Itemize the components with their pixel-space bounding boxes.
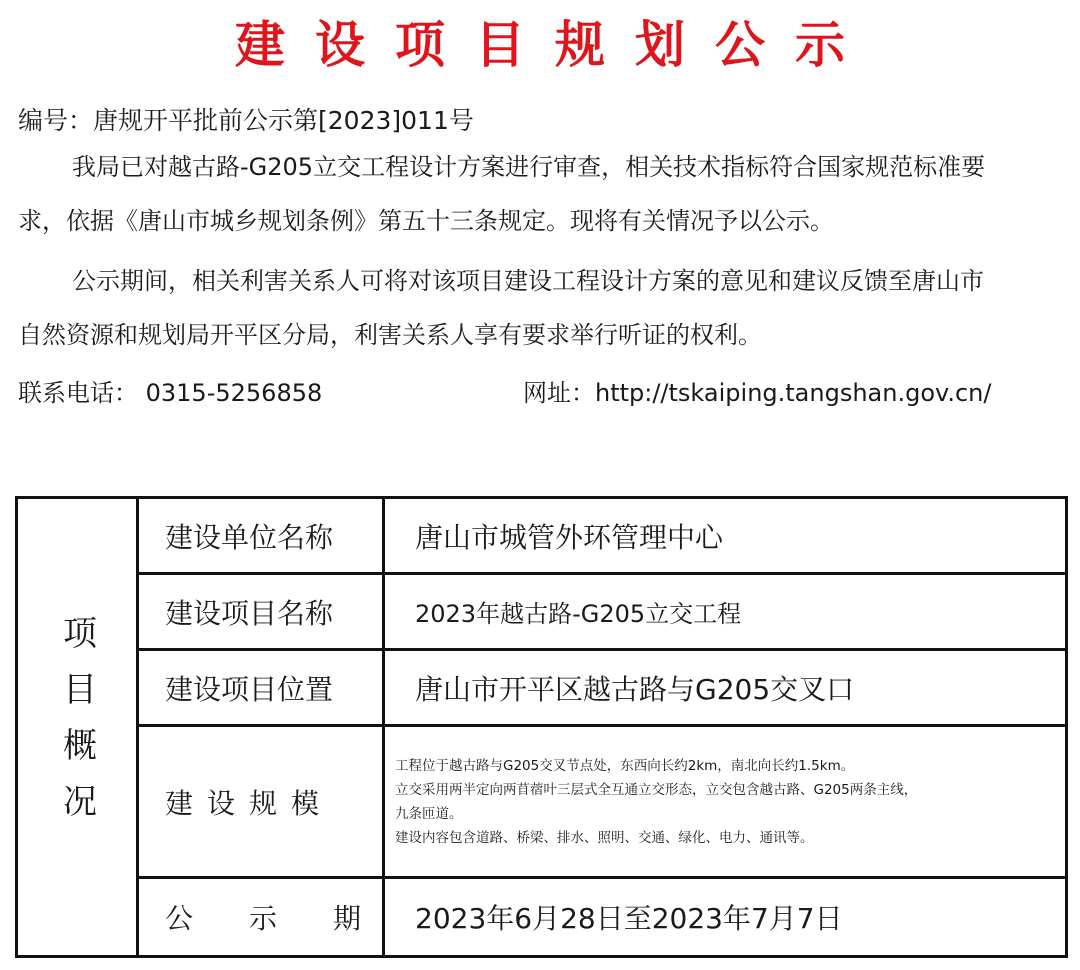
table-row-project-location bbox=[139, 651, 1065, 727]
contact-phone: 联系电话： 0315-5256858 bbox=[18, 379, 323, 407]
row-label: 建设项目名称 bbox=[139, 575, 385, 648]
contact-website: 网址：http://tskaiping.tangshan.gov.cn/ bbox=[523, 379, 992, 407]
row-value: 唐山市城管外环管理中心 bbox=[415, 520, 724, 554]
scale-line: 工程位于越古路与G205交叉节点处，东西向长约2km，南北向长约1.5km。 bbox=[395, 757, 855, 774]
paragraph-2-line-1: 公示期间，相关利害关系人可将对该项目建设工程设计方案的意见和建议反馈至唐山市 bbox=[72, 267, 984, 295]
table-row-construction-scale bbox=[139, 727, 1065, 879]
scale-line: 建设内容包含道路、桥梁、排水、照明、交通、绿化、电力、通讯等。 bbox=[395, 829, 814, 846]
row-label: 建设单位名称 bbox=[139, 499, 385, 572]
document-number: 编号：唐规开平批前公示第[2023]011号 bbox=[18, 106, 474, 135]
project-overview-table bbox=[15, 496, 1068, 958]
scale-line: 九条匝道。 bbox=[395, 805, 463, 822]
page-title: 建设项目规划公示 bbox=[235, 15, 875, 74]
row-value: 2023年越古路-G205立交工程 bbox=[415, 600, 742, 628]
scale-line: 立交采用两半定向两苜蓿叶三层式全互通立交形态，立交包含越古路、G205两条主线， bbox=[395, 781, 918, 798]
row-label: 公示期 bbox=[139, 879, 385, 955]
row-value-multiline bbox=[385, 727, 1065, 876]
overview-side-label bbox=[18, 499, 139, 955]
row-value: 2023年6月28日至2023年7月7日 bbox=[415, 902, 843, 935]
table-row-project-name bbox=[139, 575, 1065, 651]
row-label: 建设规模 bbox=[139, 727, 385, 876]
row-value: 唐山市开平区越古路与G205交叉口 bbox=[415, 672, 855, 706]
table-row-publicity-period bbox=[139, 879, 1065, 955]
paragraph-1-line-1: 我局已对越古路-G205立交工程设计方案进行审查，相关技术指标符合国家规范标准要 bbox=[72, 153, 986, 181]
row-label: 建设项目位置 bbox=[139, 651, 385, 724]
paragraph-1-line-2: 求，依据《唐山市城乡规划条例》第五十三条规定。现将有关情况予以公示。 bbox=[18, 207, 834, 235]
overview-side-label-text: 项目概况 bbox=[56, 615, 97, 839]
table-row-construction-unit bbox=[139, 499, 1065, 575]
paragraph-2-line-2: 自然资源和规划局开平区分局，利害关系人享有要求举行听证的权利。 bbox=[18, 321, 762, 349]
